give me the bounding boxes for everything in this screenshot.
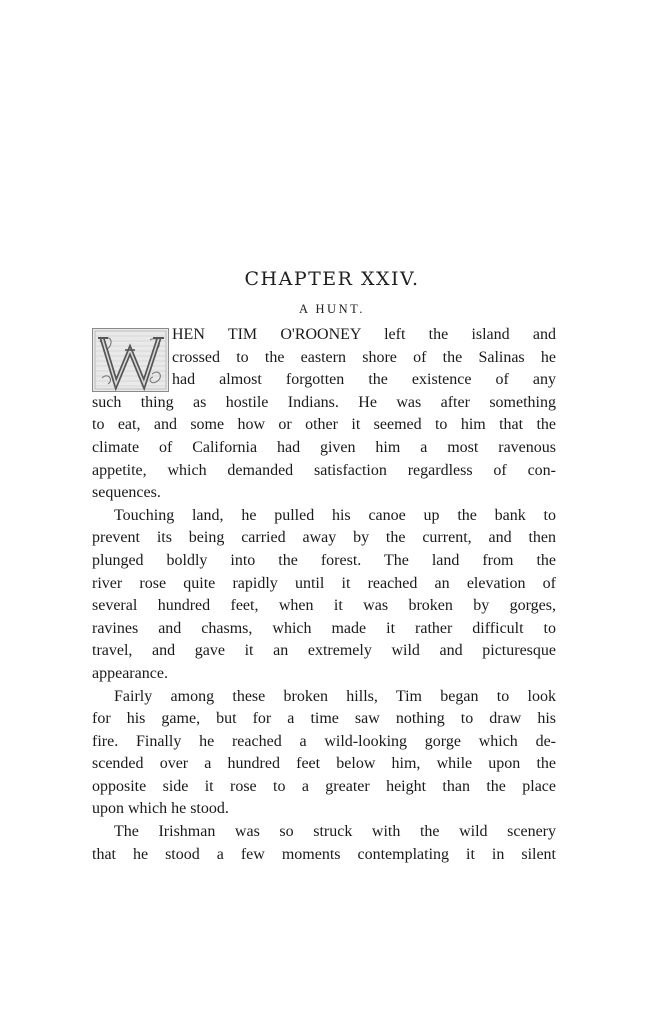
text-line: Fairly among these broken hills, Tim began to look — [114, 687, 556, 705]
text-line: had almost forgotten the existence of any — [172, 371, 556, 389]
text-line: prevent its being carried away by the current, and then — [92, 529, 556, 547]
drop-cap-ornament — [92, 328, 169, 392]
text-line: river rose quite rapidly until it reached an elevation of — [92, 574, 556, 592]
text-line: that he stood a few moments contemplating it in silent — [92, 845, 556, 863]
text-line: travel, and gave it an extremely wild and picturesque — [92, 642, 556, 660]
text-line: fire. Finally he reached a wild-looking gorge which de- — [92, 732, 556, 750]
body-text — [92, 324, 556, 866]
text-line: scended over a hundred feet below him, while upon the — [92, 755, 556, 773]
text-line: climate of California had given him a most ravenous — [92, 438, 556, 456]
text-line: upon which he stood. — [92, 800, 229, 818]
chapter-subtitle: A HUNT. — [299, 302, 365, 316]
text-line: sequences. — [92, 484, 161, 502]
text-line: for his game, but for a time saw nothing to draw his — [92, 710, 556, 728]
text-line: appetite, which demanded satisfaction regardless of con- — [92, 461, 556, 479]
text-line: The Irishman was so struck with the wild scenery — [114, 823, 556, 841]
ornate-initial-w-icon — [92, 328, 169, 392]
text-line: opposite side it rose to a greater height than the place — [92, 777, 556, 795]
text-line: such thing as hostile Indians. He was after something — [92, 393, 556, 411]
text-line: crossed to the eastern shore of the Salinas he — [172, 348, 556, 366]
text-line: Touching land, he pulled his canoe up the bank to — [114, 506, 556, 524]
chapter-title: CHAPTER XXIV. — [244, 268, 420, 290]
text-line: plunged boldly into the forest. The land from the — [92, 551, 556, 569]
text-line: HEN TIM O'ROONEY left the island and — [172, 326, 556, 343]
text-line: appearance. — [92, 664, 168, 682]
text-line: several hundred feet, when it was broken by gorges, — [92, 597, 556, 615]
text-line: ravines and chasms, which made it rather difficult to — [92, 619, 556, 637]
text-line: to eat, and some how or other it seemed to him that the — [92, 416, 556, 434]
